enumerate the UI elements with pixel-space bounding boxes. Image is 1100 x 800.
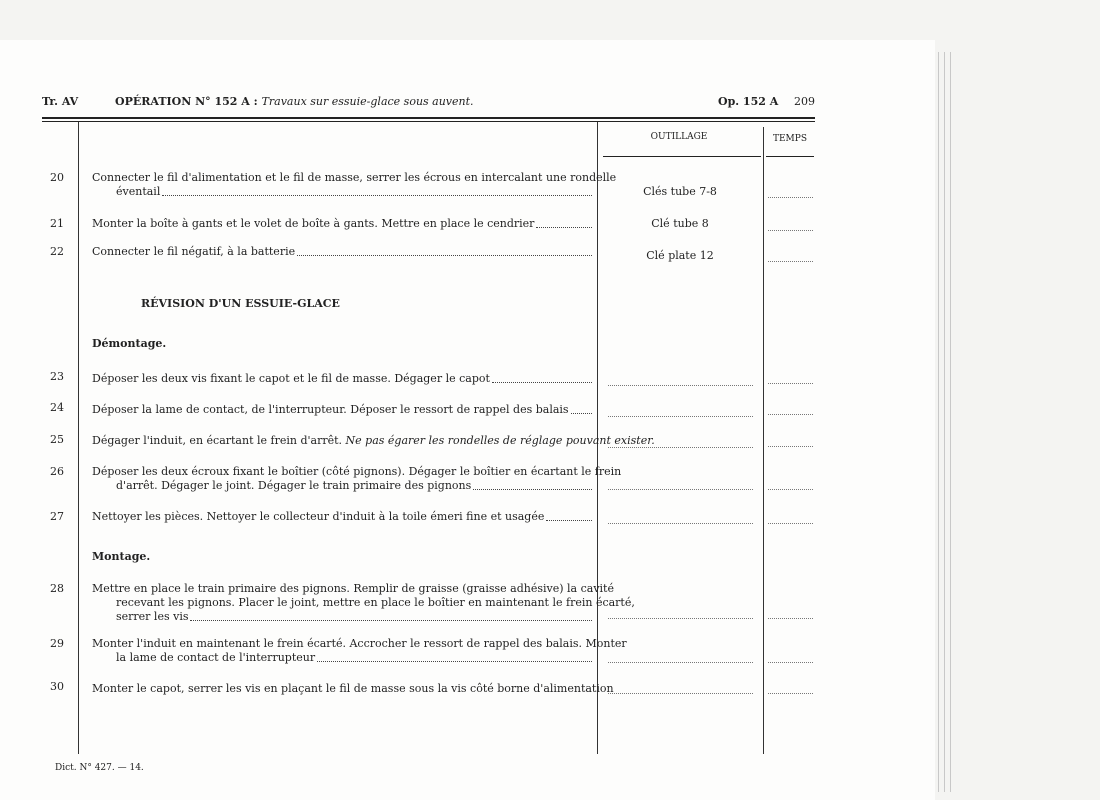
step-text: [92, 372, 594, 386]
step-line: Nettoyer les pièces. Nettoyer le collecteur d'induit à la toile émeri fine et usagée: [92, 510, 545, 523]
section-title: RÉVISION D'UN ESSUIE-GLACE: [141, 297, 340, 310]
header-rule: [42, 117, 815, 119]
time-blank: [768, 662, 813, 663]
step-line: Monter le capot, serrer les vis en plaçant le fil de masse sous la vis côté borne d'alimentation: [92, 682, 614, 695]
column-header-temps: TEMPS: [772, 134, 807, 144]
section-code: Tr. AV: [42, 95, 79, 108]
time-blank: [768, 618, 813, 619]
time-blank: [768, 523, 813, 524]
time-blank: [768, 693, 813, 694]
step-line: Déposer les deux vis fixant le capot et le fil de masse. Dégager le capot: [92, 372, 490, 385]
tool-blank: [608, 618, 753, 619]
step-line: Déposer la lame de contact, de l'interrupteur. Déposer le ressort de rappel des balais: [92, 403, 569, 416]
time-blank: [768, 446, 813, 447]
column-header-outillage: OUTILLAGE: [650, 132, 708, 142]
operation-heading: [115, 95, 474, 108]
step-number: 30: [50, 680, 64, 693]
header-rule: [42, 121, 815, 122]
step-number: 25: [50, 433, 64, 446]
step-text: [92, 171, 617, 199]
tool-blank: [608, 693, 753, 694]
tool-blank: [608, 489, 753, 490]
column-header-rule: [603, 156, 761, 157]
step-number: 26: [50, 465, 64, 478]
time-blank: [768, 197, 813, 198]
page-stack-edge: [950, 52, 951, 792]
step-line: Monter l'induit en maintenant le frein écarté. Accrocher le ressort de rappel des balais. Monter: [92, 637, 627, 650]
step-number: 20: [50, 171, 64, 184]
tool-blank: [608, 416, 753, 417]
step-text: [92, 465, 622, 493]
page-stack-edge: [944, 52, 945, 792]
column-header-rule: [766, 156, 814, 157]
tool-blank: [608, 662, 753, 663]
tool-label: Clés tube 7-8: [643, 185, 717, 198]
step-line: Connecter le fil négatif, à la batterie: [92, 245, 296, 258]
time-blank: [768, 261, 813, 262]
subhead-montage: Montage.: [92, 550, 151, 563]
step-line: la lame de contact de l'interrupteur: [116, 651, 316, 664]
tool-blank: [608, 523, 753, 524]
subhead-demontage: Démontage.: [92, 337, 167, 350]
step-text: [92, 510, 594, 524]
step-number: 23: [50, 370, 64, 383]
step-line: éventail: [116, 185, 161, 198]
page-stack-edge: [938, 52, 939, 792]
tool-label: Clé tube 8: [651, 217, 709, 230]
step-text: [92, 434, 655, 448]
operation-number: OPÉRATION N° 152 A :: [115, 95, 258, 108]
tool-label: Clé plate 12: [646, 249, 714, 262]
number-column-divider: [78, 122, 79, 754]
step-line: d'arrêt. Dégager le joint. Dégager le train primaire des pignons: [116, 479, 472, 492]
step-text: [92, 245, 594, 259]
time-blank: [768, 383, 813, 384]
step-number: 27: [50, 510, 64, 523]
step-number: 21: [50, 217, 64, 230]
step-number: 28: [50, 582, 64, 595]
step-number: 22: [50, 245, 64, 258]
time-column-divider: [763, 127, 764, 754]
page-footer: Dict. N° 427. — 14.: [55, 763, 144, 773]
page-header: [42, 95, 815, 115]
tool-blank: [608, 447, 753, 448]
step-number: 24: [50, 401, 64, 414]
step-line: Déposer les deux écroux fixant le boîtier (côté pignons). Dégager le boîtier en écartant le frein: [92, 465, 622, 478]
step-text: [92, 403, 594, 417]
operation-title: Travaux sur essuie-glace sous auvent.: [261, 95, 474, 108]
step-line: Connecter le fil d'alimentation et le fil de masse, serrer les écrous en intercalant une rondelle: [92, 171, 617, 184]
step-line: Monter la boîte à gants et le volet de boîte à gants. Mettre en place le cendrier: [92, 217, 535, 230]
page-number: 209: [794, 95, 815, 108]
time-blank: [768, 414, 813, 415]
step-number: 29: [50, 637, 64, 650]
step-text: [92, 582, 635, 624]
step-line: serrer les vis: [116, 610, 189, 623]
step-text: [92, 682, 614, 696]
step-text: [92, 217, 594, 231]
step-line: recevant les pignons. Placer le joint, mettre en place le boîtier en maintenant le frein écarté,: [116, 596, 635, 609]
step-text: [92, 637, 627, 665]
tool-blank: [608, 385, 753, 386]
time-blank: [768, 489, 813, 490]
operation-label: Op. 152 A: [718, 95, 779, 108]
step-note: Ne pas égarer les rondelles de réglage pouvant exister.: [345, 434, 655, 447]
time-blank: [768, 230, 813, 231]
step-line: Mettre en place le train primaire des pignons. Remplir de graisse (graisse adhésive) la cavité: [92, 582, 614, 595]
step-line: Dégager l'induit, en écartant le frein d'arrêt.: [92, 434, 343, 447]
